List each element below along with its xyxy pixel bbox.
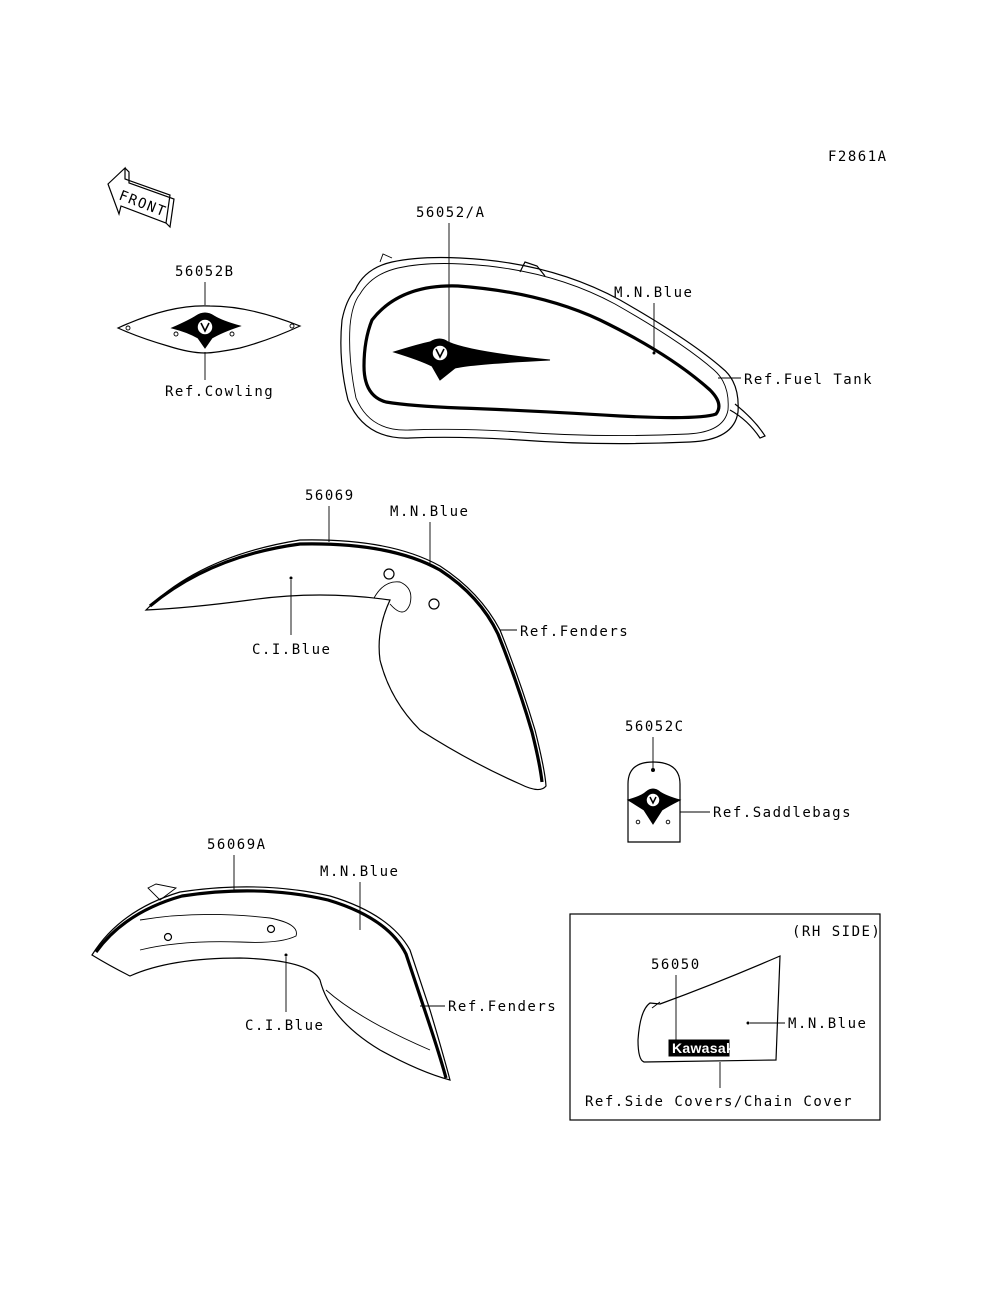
rear-fender-ref: Ref.Fenders — [448, 999, 558, 1015]
rear-fender-body-color: C.I.Blue — [245, 1018, 325, 1034]
front-fender-stripe-color: M.N.Blue — [390, 504, 470, 520]
tank-ref: Ref.Fuel Tank — [744, 372, 874, 388]
side-cover-ref: Ref.Side Covers/Chain Cover — [585, 1094, 854, 1110]
front-arrow-label: FRONT — [116, 187, 169, 221]
rear-fender-outline — [92, 887, 450, 1080]
cowling-emblem-icon — [172, 313, 240, 348]
side-cover-group — [570, 914, 881, 1120]
rear-fender-group — [92, 837, 557, 1080]
front-fender-group — [146, 488, 629, 790]
cowling-ref: Ref.Cowling — [165, 384, 275, 400]
fuel-tank-group — [341, 205, 873, 444]
saddlebag-ref: Ref.Saddlebags — [713, 805, 853, 821]
cowling-part-number: 56052B — [175, 264, 235, 280]
front-fender-body-color: C.I.Blue — [252, 642, 332, 658]
rear-fender-part-number: 56069A — [207, 837, 267, 853]
rear-fender-stripe-color: M.N.Blue — [320, 864, 400, 880]
saddlebag-part-number: 56052C — [625, 719, 685, 735]
front-fender-ref: Ref.Fenders — [520, 624, 630, 640]
tank-color-label: M.N.Blue — [614, 285, 694, 301]
side-cover-part-number: 56050 — [651, 957, 701, 973]
side-cover-color-label: M.N.Blue — [788, 1016, 868, 1032]
saddlebag-emblem-icon — [628, 789, 680, 824]
front-fender-outline — [146, 540, 546, 790]
front-fender-part-number: 56069 — [305, 488, 355, 504]
tank-emblem-icon — [394, 339, 550, 380]
front-arrow-icon — [108, 168, 174, 227]
figure-code: F2861A — [828, 149, 888, 165]
saddlebag-group — [625, 719, 852, 842]
cowling-group — [118, 264, 300, 400]
side-cover-box-label: (RH SIDE) — [792, 924, 882, 940]
tank-part-number: 56052/A — [416, 205, 486, 221]
side-cover-emblem-text: Kawasaki — [672, 1040, 739, 1056]
